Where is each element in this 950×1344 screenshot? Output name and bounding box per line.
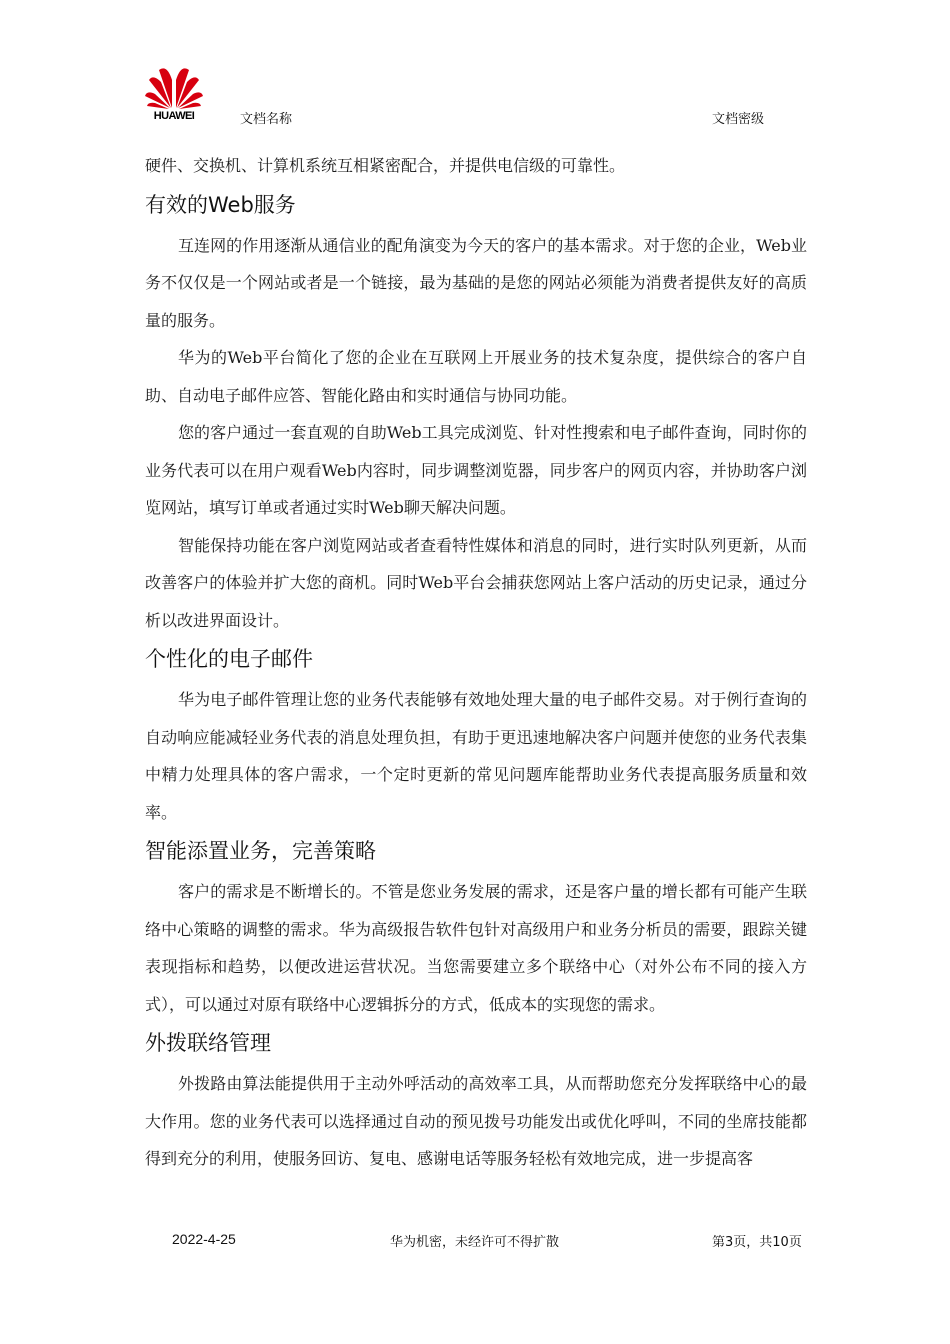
footer-confidential: 华为机密，未经许可不得扩散 xyxy=(390,1235,560,1250)
paragraph-web-1: 互连网的作用逐渐从通信业的配角演变为今天的客户的基本需求。对于您的企业，Web业务不仅仅是一个网站或者是一个链接，最为基础的是您的网站必须能为消费者提供友好的高质量的服务。 xyxy=(145,235,807,330)
paragraph-intro: 硬件、交换机、计算机系统互相紧密配合，并提供电信级的可靠性。 xyxy=(145,156,626,175)
section-title-web: 有效的Web服务 xyxy=(145,192,296,217)
huawei-petals-icon xyxy=(145,66,203,110)
paragraph-web-4: 智能保持功能在客户浏览网站或者查看特性媒体和消息的同时，进行实时队列更新，从而改善客户的体验并扩大您的商机。同时Web平台会捕获您网站上客户活动的历史记录，通过分析以改进界面设计。 xyxy=(145,535,807,630)
paragraph-strategy-1: 客户的需求是不断增长的。不管是您业务发展的需求，还是客户量的增长都有可能产生联络中心策略的调整的需求。华为高级报告软件包针对高级用户和业务分析员的需要，跟踪关键表现指标和趋势，以便改进运营状况。当您需要建立多个联络中心（对外公布不同的接入方式），可以通过对原有联络中心逻辑拆分的方式，低成本的实现您的需求。 xyxy=(145,882,807,1014)
doc-classification-label: 文档密级 xyxy=(712,112,765,127)
paragraph-outbound-1: 外拨路由算法能提供用于主动外呼活动的高效率工具，从而帮助您充分发挥联络中心的最大作用。您的业务代表可以选择通过自动的预见拨号功能发出或优化呼叫，不同的坐席技能都得到充分的利用，使服务回访、复电、感谢电话等服务轻松有效地完成，进一步提高客 xyxy=(145,1074,807,1168)
footer-date: 2022-4-25 xyxy=(172,1231,236,1247)
section-title-strategy: 智能添置业务，完善策略 xyxy=(145,839,376,863)
section-title-email: 个性化的电子邮件 xyxy=(145,647,313,671)
huawei-logo xyxy=(145,66,203,126)
footer-page-number: 第3页，共10页 xyxy=(712,1235,802,1250)
paragraph-web-3: 您的客户通过一套直观的自助Web工具完成浏览、针对性搜索和电子邮件查询，同时你的业务代表可以在用户观看Web内容时，同步调整浏览器，同步客户的网页内容，并协助客户浏览网站，填写订单或者通过实时Web聊天解决问题。 xyxy=(145,423,807,517)
section-title-outbound: 外拨联络管理 xyxy=(145,1031,271,1055)
huawei-logo-text: HUAWEI xyxy=(153,110,195,122)
paragraph-email-1: 华为电子邮件管理让您的业务代表能够有效地处理大量的电子邮件交易。对于例行查询的自动响应能减轻业务代表的消息处理负担，有助于更迅速地解决客户问题并使您的业务代表集中精力处理具体的客户需求，一个定时更新的常见问题库能帮助业务代表提高服务质量和效率。 xyxy=(145,690,807,822)
doc-name-label: 文档名称 xyxy=(240,112,293,127)
paragraph-web-2: 华为的Web平台简化了您的企业在互联网上开展业务的技术复杂度，提供综合的客户自助、自动电子邮件应答、智能化路由和实时通信与协同功能。 xyxy=(145,348,807,405)
document-body xyxy=(145,147,807,1178)
